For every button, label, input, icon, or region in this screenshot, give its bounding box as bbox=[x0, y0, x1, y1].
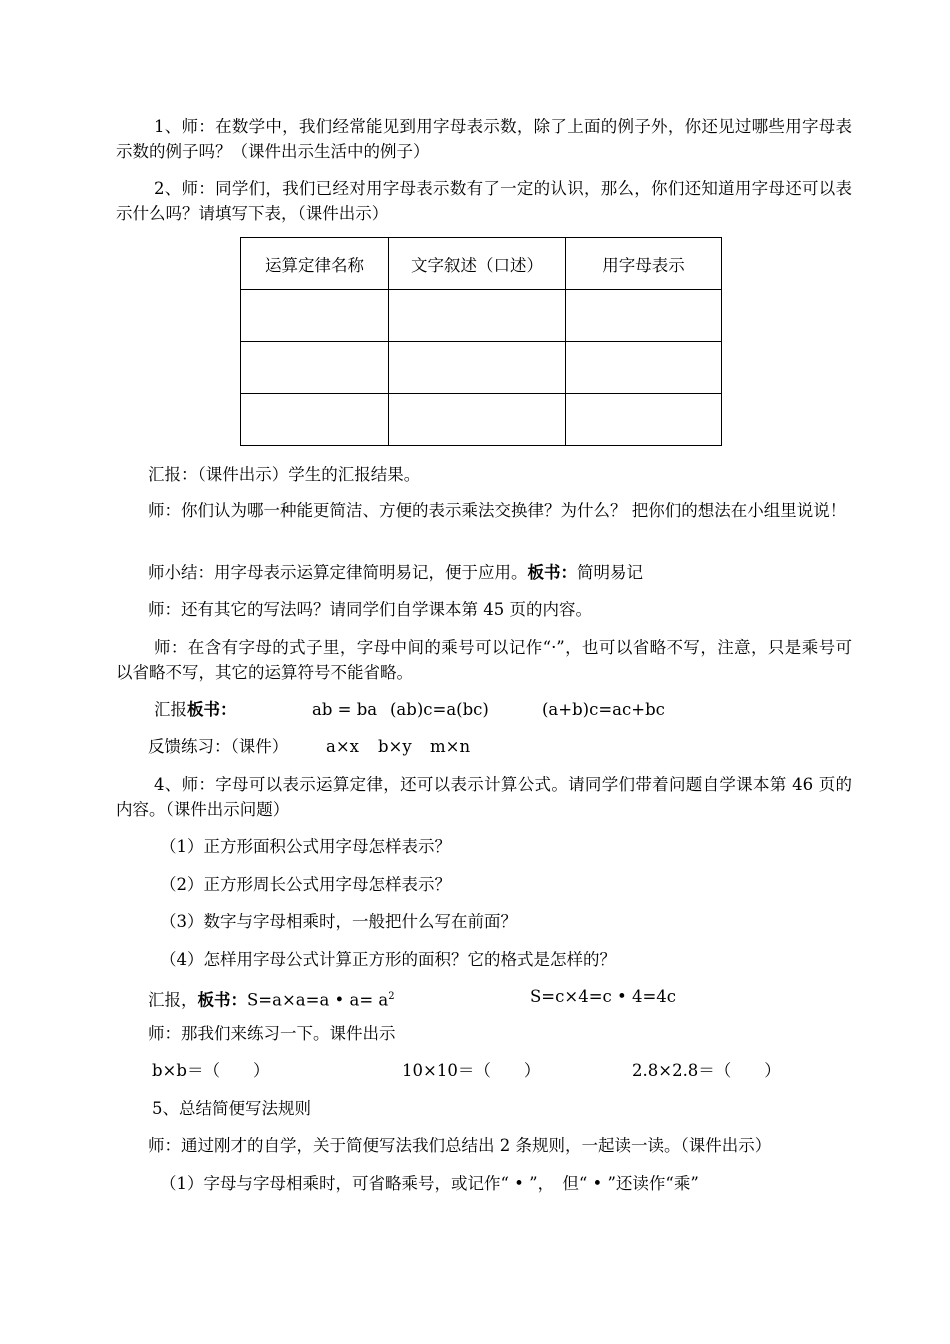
table-cell bbox=[241, 290, 389, 342]
paragraph-1: 1、师：在数学中，我们经常能见到用字母表示数，除了上面的例子外，你还见过哪些用字母表示数的例子吗？（课件出示生活中的例子） bbox=[116, 117, 852, 161]
summary-line bbox=[148, 560, 643, 585]
report-label: 汇报， bbox=[148, 990, 198, 1010]
table-header-cell: 用字母表示 bbox=[566, 238, 722, 290]
board-line-2 bbox=[148, 984, 395, 1013]
paragraph-6: 4、师：字母可以表示运算定律，还可以表示计算公式。请同学们带着问题自学课本第 46 页的内容。（课件出示问题） bbox=[116, 775, 852, 819]
formula-distributive: (a+b)c=ac+bc bbox=[542, 700, 665, 719]
summary-after: 简明易记 bbox=[577, 563, 643, 582]
paragraph-4: 师：还有其它的写法吗？请同学们自学课本第 45 页的内容。 bbox=[148, 600, 592, 619]
table-cell bbox=[241, 394, 389, 446]
formula-associative: (ab)c=a(bc) bbox=[390, 700, 489, 719]
practice-label: 反馈练习：（课件） bbox=[148, 737, 289, 756]
paragraph-5: 师：在含有字母的式子里，字母中间的乘号可以记作“·”，也可以省略不写，注意，只是乘号可以省略不写，其它的运算符号不能省略。 bbox=[116, 638, 852, 682]
section-heading-5: 5、总结简便写法规则 bbox=[152, 1099, 311, 1118]
operation-law-table bbox=[240, 237, 722, 446]
report-line: 汇报：（课件出示）学生的汇报结果。 bbox=[148, 465, 421, 484]
formula-commutative: ab = ba bbox=[312, 700, 378, 719]
rule-item: （1）字母与字母相乘时，可省略乘号，或记作“ • ”， 但“ • ”还读作“乘” bbox=[160, 1174, 699, 1193]
practice-formula: a×x bbox=[326, 737, 359, 756]
board-line-1 bbox=[154, 697, 237, 722]
table-cell bbox=[566, 394, 722, 446]
table-cell bbox=[389, 342, 566, 394]
exercise-item: 10×10＝（ ） bbox=[402, 1061, 541, 1080]
table-header-row bbox=[241, 238, 722, 290]
question-item: （4）怎样用字母公式计算正方形的面积？它的格式是怎样的？ bbox=[160, 950, 616, 969]
area-formula: S=a×a=a • a= a bbox=[247, 990, 389, 1010]
practice-formula: b×y bbox=[378, 737, 412, 756]
paragraph-3: 师：你们认为哪一种能更简洁、方便的表示乘法交换律？为什么？ 把你们的想法在小组里说说！ bbox=[148, 501, 847, 520]
table-row bbox=[241, 342, 722, 394]
exercise-item: b×b＝（ ） bbox=[152, 1061, 270, 1080]
paragraph-8: 师：通过刚才的自学，关于简便写法我们总结出 2 条规则，一起读一读。（课件出示） bbox=[148, 1136, 772, 1155]
table-row bbox=[241, 290, 722, 342]
perimeter-formula: S=c×4=c • 4=4c bbox=[530, 987, 677, 1006]
table-cell bbox=[566, 290, 722, 342]
board-label: 板书： bbox=[197, 990, 247, 1010]
report-label: 汇报 bbox=[154, 700, 187, 719]
paragraph-2: 2、师：同学们，我们已经对用字母表示数有了一定的认识，那么，你们还知道用字母还可以表示什么吗？请填写下表，（课件出示） bbox=[116, 179, 852, 223]
table-cell bbox=[389, 394, 566, 446]
board-label: 板书： bbox=[527, 563, 577, 582]
area-exponent: 2 bbox=[388, 991, 395, 1002]
summary-text: 师小结：用字母表示运算定律简明易记，便于应用。 bbox=[148, 563, 528, 582]
table-cell bbox=[566, 342, 722, 394]
board-label: 板书： bbox=[187, 700, 237, 719]
table-row bbox=[241, 394, 722, 446]
table-cell bbox=[241, 342, 389, 394]
table-header-cell: 文字叙述（口述） bbox=[389, 238, 566, 290]
practice-formula: m×n bbox=[430, 737, 471, 756]
question-item: （2）正方形周长公式用字母怎样表示？ bbox=[160, 875, 451, 894]
question-item: （3）数字与字母相乘时，一般把什么写在前面？ bbox=[160, 912, 517, 931]
exercise-item: 2.8×2.8＝（ ） bbox=[632, 1061, 781, 1080]
paragraph-7: 师：那我们来练习一下。课件出示 bbox=[148, 1024, 396, 1043]
question-item: （1）正方形面积公式用字母怎样表示？ bbox=[160, 837, 451, 856]
table-cell bbox=[389, 290, 566, 342]
table-header-cell: 运算定律名称 bbox=[241, 238, 389, 290]
